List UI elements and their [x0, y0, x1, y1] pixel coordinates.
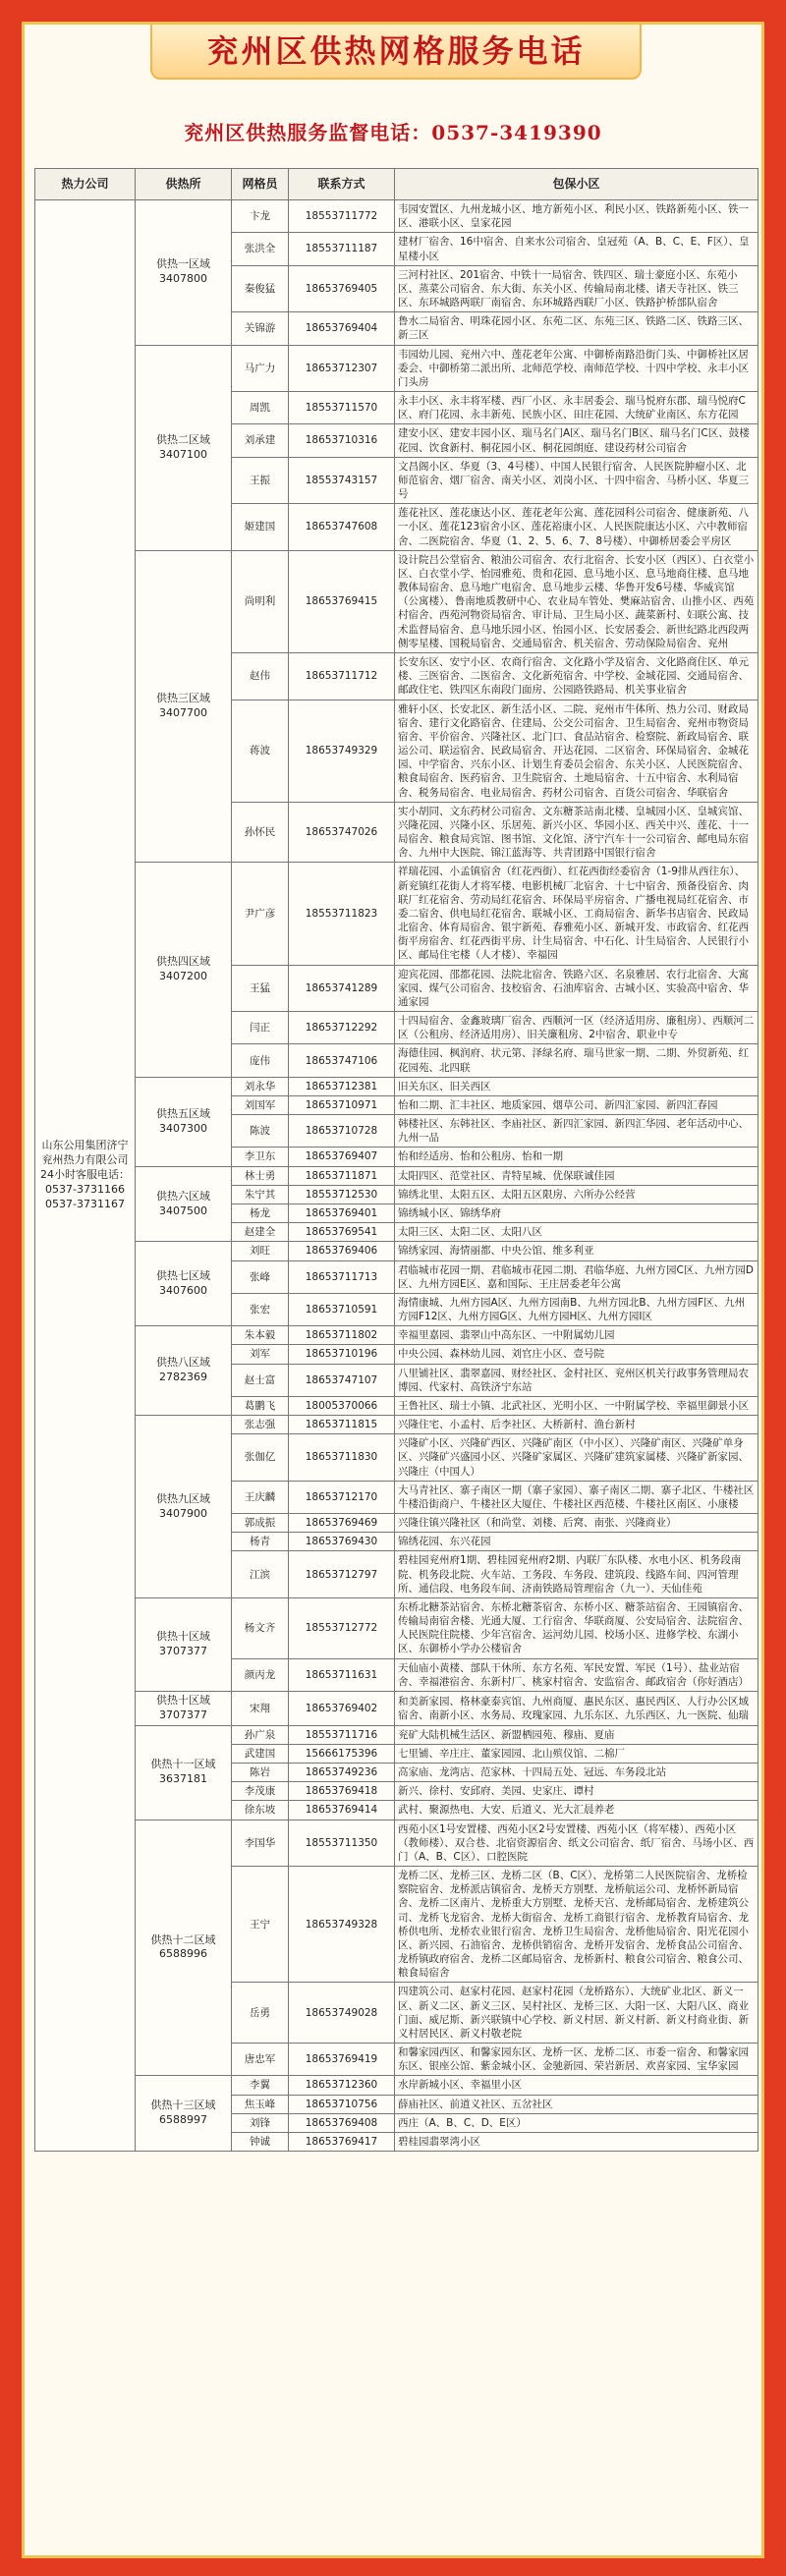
grid-member-cell: 杨青	[232, 1533, 289, 1551]
covered-communities-cell: 文昌阁小区、华夏（3、4号楼）、中国人民银行宿舍、人民医院肿瘤小区、北师范宿舍、烟厂宿舍、南关小区、刘岗小区、十四中宿舍、马桥小区、华夏三号	[395, 457, 758, 504]
grid-member-cell: 陈波	[232, 1115, 289, 1148]
station-cell: 供热四区域 3407200	[136, 863, 232, 1077]
covered-communities-cell: 锦绣花园、东兴花园	[395, 1533, 758, 1551]
grid-member-cell: 焦玉峰	[232, 2095, 289, 2113]
phone-cell: 18653741289	[289, 965, 395, 1012]
station-cell: 供热三区域 3407700	[136, 550, 232, 863]
covered-communities-cell: 莲花社区、莲花康达小区、莲花老年公寓、莲花园科公司宿舍、健康新苑、八一小区、莲花123宿舍小区、莲花裕康小区、人民医院康达小区、六中教师宿舍、二医院宿舍、华夏（1、2、5、6、7、8号楼）、中御桥居委会平房区	[395, 504, 758, 551]
station-cell: 供热六区域 3407500	[136, 1166, 232, 1242]
header-contact: 联系方式	[289, 169, 395, 200]
table-row	[35, 550, 758, 652]
phone-cell: 15666175396	[289, 1744, 395, 1763]
grid-member-cell: 李翼	[232, 2076, 289, 2095]
table-header-row	[35, 169, 758, 200]
covered-communities-cell: 和馨家园西区、和馨家园东区、龙桥一区、龙桥二区、市委一宿舍、和馨家园东区、银座公馆、紫金城小区、金驰新园、荣岩新居、欢喜家园、宝华家园	[395, 2044, 758, 2076]
phone-cell: 18553711350	[289, 1820, 395, 1867]
phone-cell: 18553711716	[289, 1725, 395, 1744]
grid-member-cell: 秦俊猛	[232, 265, 289, 312]
table-row	[35, 1597, 758, 1658]
phone-cell: 18653769414	[289, 1801, 395, 1820]
grid-member-cell: 王猛	[232, 965, 289, 1012]
phone-cell: 18653769541	[289, 1223, 395, 1242]
phone-cell: 18653711815	[289, 1416, 395, 1434]
phone-cell: 18553712772	[289, 1597, 395, 1658]
covered-communities-cell: 薛庙社区、前道义社区、五岔社区	[395, 2095, 758, 2113]
grid-member-cell: 马广力	[232, 345, 289, 392]
grid-member-cell: 武建国	[232, 1744, 289, 1763]
header-grid-member: 网格员	[232, 169, 289, 200]
table-row	[35, 345, 758, 392]
grid-member-cell: 姬建国	[232, 504, 289, 551]
grid-member-cell: 李国华	[232, 1820, 289, 1867]
station-cell: 供热八区域 2782369	[136, 1326, 232, 1416]
covered-communities-cell: 七里铺、辛庄庄、董家园园、北山殡仪馆、二棉厂	[395, 1744, 758, 1763]
covered-communities-cell: 兴隆住宅、小孟村、后李社区、大桥新村、渔台新村	[395, 1416, 758, 1434]
grid-member-cell: 林士勇	[232, 1166, 289, 1185]
phone-cell: 18553743157	[289, 457, 395, 504]
grid-member-cell: 尹广彦	[232, 863, 289, 965]
grid-member-cell: 关锦游	[232, 312, 289, 345]
phone-cell: 18653769419	[289, 2044, 395, 2076]
covered-communities-cell: 大马青社区、寨子南区一期（寨子家园）、寨子南区二期、寨子北区、牛楼社区牛楼沿街商户、牛楼社区大厦住、牛楼社区西范楼、牛楼社区南区、小康楼	[395, 1481, 758, 1513]
phone-cell: 18653769402	[289, 1691, 395, 1725]
covered-communities-cell: 君临城市花园一期、君临城市花园二期、君临华庭、九州方园C区、九州方园D区、九州方园E区、嘉和国际、王庄居委老年公寓	[395, 1260, 758, 1293]
covered-communities-cell: 怡和二期、汇丰社区、地质家园、烟草公司、新四汇家园、新四汇春园	[395, 1095, 758, 1114]
grid-member-cell: 刘国军	[232, 1095, 289, 1114]
covered-communities-cell: 兴隆矿小区、兴隆矿西区、兴隆矿南区（中小区）、兴隆矿南区、兴隆矿单身区、兴隆矿兴盛园小区、兴隆矿家属区、兴隆矿建筑家属楼、兴隆矿新家园、兴隆庄（中国人）	[395, 1434, 758, 1482]
phone-cell: 18553711570	[289, 392, 395, 424]
phone-cell: 18653769415	[289, 550, 395, 652]
phone-cell: 18653711712	[289, 652, 395, 700]
station-cell: 供热二区域 3407100	[136, 345, 232, 550]
phone-cell: 18653769405	[289, 265, 395, 312]
covered-communities-cell: 高家庙、龙湾店、范家林、十四局五处、冠远、车务段北站	[395, 1764, 758, 1782]
phone-cell: 18653711871	[289, 1166, 395, 1185]
covered-communities-cell: 韩楼社区、东韩社区、李庙社区、新四汇家园、新四汇华园、老年活动中心、九州一品	[395, 1115, 758, 1148]
covered-communities-cell: 太阳四区、范堂社区、青特星城、优保联诚佳园	[395, 1166, 758, 1185]
phone-cell: 18553711187	[289, 233, 395, 265]
phone-cell: 18653769407	[289, 1148, 395, 1166]
table-row	[35, 1242, 758, 1260]
covered-communities-cell: 设计院吕公堂宿舍、粮油公司宿舍、农行北宿舍、长安小区（西区）、白衣堂小区、白衣堂小学、怡园雅苑、贵和花园、息马地小区、息马地商住楼、息马地教体局宿舍、息马地广电宿舍、息马地步云楼、华鲁开发6号楼、华威宾馆（公寓楼）、鲁南地质教研中心、农业局车管处、樊麻站宿舍、山推小区、西苑村宿舍、西苑河物资局宿舍、审计局、卫生局小区、蔬菜新村、妇联公寓、技术监督局宿舍、息马地乐园小区、怡园小区、长安居委会、新世纪路北西段两侧零星楼、国税局宿舍、交通局宿舍、机关宿舍、劳动保险局宿舍、兖州	[395, 550, 758, 652]
table-row	[35, 1691, 758, 1725]
covered-communities-cell: 龙桥二区、龙桥三区、龙桥二区（B、C区）、龙桥第二人民医院宿舍、龙桥检察院宿舍、龙桥派店镇宿舍、龙桥天方别墅、龙桥航运公司、龙桥怀新局宿舍、龙桥二区南片、龙桥重大方别墅、龙桥天宫、龙桥邮局宿舍、龙桥建筑公司、龙桥飞龙宿舍、龙桥大街宿舍、龙桥工商银行宿舍、龙桥教育局宿舍、龙桥供电所、龙桥农业银行宿舍、龙桥卫生局宿舍、龙桥他局宿舍、阳光花园小区、新兴园、石油宿舍、龙桥供销宿舍、龙桥开发宿舍、龙桥食品公司宿舍、龙桥镇政府宿舍、龙桥二区邮局宿舍、龙桥新村、粮食公司宿舍、粮食公司、粮食局宿舍	[395, 1867, 758, 1983]
supervision-hotline: 兖州区供热服务监督电话：0537-3419390	[184, 121, 602, 144]
table-row	[35, 1416, 758, 1434]
grid-member-cell: 尚明利	[232, 550, 289, 652]
phone-cell: 18653769408	[289, 2113, 395, 2132]
grid-member-cell: 刘永华	[232, 1077, 289, 1095]
covered-communities-cell: 新兴、徐村、安邱府、美园、史家庄、谭村	[395, 1782, 758, 1801]
station-cell: 供热五区域 3407300	[136, 1077, 232, 1166]
phone-cell: 18653747026	[289, 802, 395, 863]
covered-communities-cell: 东桥北糖茶站宿舍、东桥北糖茶宿舍、东桥小区、糖茶站宿舍、王园镇宿舍、传输局南宿舍楼、光通大厦、工行宿舍、华联商厦、公安局宿舍、法院宿舍、人民医院住院楼、少年宫宿舍、运河幼儿园、校场小区、进修学校、东湖小区、东御桥小学办公楼宿舍	[395, 1597, 758, 1658]
table-body	[35, 200, 758, 2152]
grid-member-cell: 赵建全	[232, 1223, 289, 1242]
covered-communities-cell: 太阳三区、太阳二区、太阳八区	[395, 1223, 758, 1242]
station-cell: 供热七区域 3407600	[136, 1242, 232, 1326]
grid-member-cell: 刘旺	[232, 1242, 289, 1260]
grid-member-cell: 孙广泉	[232, 1725, 289, 1744]
page-sheet	[22, 22, 764, 2558]
table-row	[35, 200, 758, 233]
phone-cell: 18653769418	[289, 1782, 395, 1801]
covered-communities-cell: 武村、聚源热电、大安、后道义、光大汇晨养老	[395, 1801, 758, 1820]
covered-communities-cell: 兖矿大陆机械生活区、新盟栖园苑、穆庙、夏庙	[395, 1725, 758, 1744]
grid-member-cell: 钟诚	[232, 2132, 289, 2151]
phone-cell: 18653769417	[289, 2132, 395, 2151]
covered-communities-cell: 建安小区、建安丰园小区、瑞马名门A区、瑞马名门B区、瑞马名门C区、鼓楼花园、饮食新村、桐花园小区、桐花园朗庭、建设药材公司宿舍	[395, 424, 758, 457]
grid-member-cell: 孙怀民	[232, 802, 289, 863]
phone-cell: 18653769430	[289, 1533, 395, 1551]
covered-communities-cell: 西庄（A、B、C、D、E区）	[395, 2113, 758, 2132]
covered-communities-cell: 三河村社区、201宿舍、中铁十一局宿舍、铁四区、瑞士豪庭小区、东苑小区、蒸菜公司宿舍、东大街、东关小区、传输局南北楼、诸天寺社区、铁三区、东环城路两联厂南宿舍、东环城路西联厂小区、铁路护桥部队宿舍	[395, 265, 758, 312]
covered-communities-cell: 韦园安置区、九州龙城小区、地方新苑小区、利民小区、铁路新苑小区、铁一区、港联小区、皇家花园	[395, 200, 758, 233]
table-row	[35, 863, 758, 965]
grid-member-cell: 唐忠军	[232, 2044, 289, 2076]
covered-communities-cell: 鲁水二局宿舍、明珠花园小区、东苑二区、东苑三区、铁路二区、铁路三区、新三区	[395, 312, 758, 345]
grid-member-cell: 杨龙	[232, 1204, 289, 1223]
phone-cell: 18653747106	[289, 1044, 395, 1077]
covered-communities-cell: 八里铺社区、翡翠嘉园、财经社区、金村社区、兖州区机关行政事务管理局农博园、代家村、高铁济宁东站	[395, 1364, 758, 1396]
grid-member-cell: 王振	[232, 457, 289, 504]
grid-member-cell: 郭成振	[232, 1514, 289, 1533]
grid-member-cell: 张峰	[232, 1260, 289, 1293]
grid-member-cell: 刘承建	[232, 424, 289, 457]
grid-member-cell: 江滨	[232, 1551, 289, 1598]
table-row	[35, 1326, 758, 1345]
table-row	[35, 1077, 758, 1095]
table-row	[35, 1820, 758, 1867]
covered-communities-cell: 怡和经适房、怡和公租房、怡和一期	[395, 1148, 758, 1166]
header-station: 供热所	[136, 169, 232, 200]
table-row	[35, 1166, 758, 1185]
phone-cell: 18653769401	[289, 1204, 395, 1223]
phone-cell: 18653712292	[289, 1012, 395, 1044]
phone-cell: 18653747107	[289, 1364, 395, 1396]
covered-communities-cell: 祥瑞花园、小孟镇宿舍（红花西街）、红花西街经委宿舍（1-9排从西往东）、新兖镇红花街人才将军楼、电影机械厂北宿舍、十七中宿舍、预备役宿舍、肉联厂红花宿舍、劳动局红花宿舍、环保局平房宿舍、广播电视局红花宿舍、市委二宿舍、供电局红花宿舍、联城小区、工商局宿舍、新华书店宿舍、民政局北宿舍、体育局宿舍、银宇新苑、春雅苑小区、新城开发、市政宿舍、红花西街平房宿舍、红花西街平房、计生局宿舍、中石化、计生局宿舍、人民银行小区、邮局住宅楼（人才楼）、幸福园	[395, 863, 758, 965]
covered-communities-cell: 幸福里嘉园、翡翠山中高东区、一中附属幼儿园	[395, 1326, 758, 1345]
covered-communities-cell: 水岸新城小区、幸福里小区	[395, 2076, 758, 2095]
grid-member-cell: 赵伟	[232, 652, 289, 700]
grid-member-cell: 卞龙	[232, 200, 289, 233]
station-cell: 供热九区域 3407900	[136, 1416, 232, 1598]
covered-communities-cell: 永丰小区、永丰将军楼、西厂小区、永丰居委会、瑞马悦府东郡、瑞马悦府C区、府门花园、永丰新苑、民族小区、田庄花园、大统矿业南区、东方花园	[395, 392, 758, 424]
phone-cell: 18653711830	[289, 1434, 395, 1482]
page-title: 兖州区供热网格服务电话	[206, 32, 586, 70]
grid-member-cell: 王庆麟	[232, 1481, 289, 1513]
phone-cell: 18005370066	[289, 1396, 395, 1415]
grid-member-cell: 岳勇	[232, 1983, 289, 2044]
grid-service-table	[34, 168, 758, 2152]
phone-cell: 18653769469	[289, 1514, 395, 1533]
grid-member-cell: 宋翔	[232, 1691, 289, 1725]
grid-member-cell: 张伽亿	[232, 1434, 289, 1482]
station-cell: 供热一区域 3407800	[136, 200, 232, 346]
phone-cell: 18653712307	[289, 345, 395, 392]
covered-communities-cell: 海德佳园、枫润府、状元第、泽绿名府、瑞马世家一期、二期、外贸新苑、红花园苑、北四联	[395, 1044, 758, 1077]
grid-member-cell: 颜丙龙	[232, 1658, 289, 1691]
phone-cell: 18653749028	[289, 1983, 395, 2044]
grid-member-cell: 徐东坡	[232, 1801, 289, 1820]
grid-member-cell: 周凯	[232, 392, 289, 424]
grid-member-cell: 李卫东	[232, 1148, 289, 1166]
phone-cell: 18653712381	[289, 1077, 395, 1095]
covered-communities-cell: 锦绣城小区、锦绣华府	[395, 1204, 758, 1223]
phone-cell: 18553711823	[289, 863, 395, 965]
phone-cell: 18653749328	[289, 1867, 395, 1983]
phone-cell: 18653747608	[289, 504, 395, 551]
phone-cell: 18653710756	[289, 2095, 395, 2113]
grid-member-cell: 张志强	[232, 1416, 289, 1434]
station-cell: 供热十一区域 3637181	[136, 1725, 232, 1820]
grid-member-cell: 李茂康	[232, 1782, 289, 1801]
covered-communities-cell: 海情康城、九州方园A区、九州方园南B、九州方园北B、九州方园F区、九州方园F12区、九州方园G区、九州方园H区、九州方园I区	[395, 1293, 758, 1325]
grid-member-cell: 张宏	[232, 1293, 289, 1325]
phone-cell: 18653711802	[289, 1326, 395, 1345]
phone-cell: 18653749329	[289, 700, 395, 802]
phone-cell: 18653712797	[289, 1551, 395, 1598]
covered-communities-cell: 雅轩小区、长安北区、新生活小区、二院、兖州市牛体所、热力公司、财政局宿舍、建行文化路宿舍、住建局、公交公司宿舍、卫生局宿舍、兖州市物资局宿舍、平价宿舍、兴隆社区、北门口、食品站宿舍、检察院、新政局宿舍、联运公司、联运宿舍、民政局宿舍、开达花园、二区宿舍、环保局宿舍、金城花园、中学宿舍、兴东小区、计划生育委员会宿舍、东关小区、人民医院宿舍、粮食局宿舍、医药宿舍、卫生院宿舍、土地局宿舍、十五中宿舍、水利局宿舍、税务局宿舍、电业局宿舍、药材公司宿舍、百货公司宿舍、华联宿舍	[395, 700, 758, 802]
covered-communities-cell: 十四局宿舍、金鑫玻璃厂宿舍、西顺河一区（经济适用房、廉租房）、西顺河二区（公租房、经济适用房）、旧关廉租房、2中宿舍、职业中专	[395, 1012, 758, 1044]
station-cell: 供热十二区域 6588996	[136, 1820, 232, 2076]
covered-communities-cell: 迎宾花园、邵都花园、法院北宿舍、铁路六区、名泉雅居、农行北宿舍、大寓家园、煤气公司宿舍、技校宿舍、石油库宿舍、古城小区、实验高中宿舍、华通家园	[395, 965, 758, 1012]
phone-cell: 18553711772	[289, 200, 395, 233]
grid-member-cell: 张洪全	[232, 233, 289, 265]
covered-communities-cell: 建材厂宿舍、16中宿舍、自来水公司宿舍、皇冠苑（A、B、C、E、F区）、皇星楼小区	[395, 233, 758, 265]
covered-communities-cell: 和美新家园、格林豪泰宾馆、九州商厦、惠民东区、惠民西区、人行办公区域宿舍、南新小区、水务局、玫瑰家园、九乐东区、九乐西区、九一医院、仙瑞	[395, 1691, 758, 1725]
covered-communities-cell: 旧关东区、旧关西区	[395, 1077, 758, 1095]
phone-cell: 18653710971	[289, 1095, 395, 1114]
grid-member-cell: 朱本毅	[232, 1326, 289, 1345]
grid-member-cell: 庞伟	[232, 1044, 289, 1077]
grid-member-cell: 蒋波	[232, 700, 289, 802]
header-covered-communities: 包保小区	[395, 169, 758, 200]
table-row	[35, 1725, 758, 1744]
phone-cell: 18553712530	[289, 1185, 395, 1204]
grid-member-cell: 陈岩	[232, 1764, 289, 1782]
covered-communities-cell: 王鲁社区、瑞士小镇、北武社区、光明小区、一中附属学校、幸福里御景小区	[395, 1396, 758, 1415]
grid-member-cell: 刘军	[232, 1345, 289, 1364]
station-cell: 供热十区域 3707377	[136, 1597, 232, 1691]
covered-communities-cell: 韦园幼儿园、兖州六中、莲花老年公寓、中御桥南路沿街门头、中御桥社区居委会、中御桥第二派出所、北师范学校、南师范学校、十四中学校、永丰小区门头房	[395, 345, 758, 392]
covered-communities-cell: 锦绣北里、太阳五区、太阳五区限房、六所办公经营	[395, 1185, 758, 1204]
covered-communities-cell: 长安东区、安宁小区、农商行宿舍、文化路小学及宿舍、文化路商住区、单元楼、三医宿舍、二医宿舍、文化新苑宿舍、中学校、金城花园、交通局宿舍、邮政住宅、铁四区东南段门面房、公园路铁路局、机关事业宿舍	[395, 652, 758, 700]
grid-member-cell: 赵士富	[232, 1364, 289, 1396]
grid-member-cell: 王宁	[232, 1867, 289, 1983]
grid-member-cell: 闫正	[232, 1012, 289, 1044]
title-banner	[150, 22, 642, 80]
station-cell: 供热十三区域 6588997	[136, 2076, 232, 2152]
phone-cell: 18653710591	[289, 1293, 395, 1325]
covered-communities-cell: 天仙庙小黄楼、部队干休所、东方名苑、军民安置、军民（1号）、盐业站宿舍、幸福港宿舍、东新村厂、桃家村宿舍、安监宿舍、邮政宿舍（你好酒店）	[395, 1658, 758, 1691]
phone-cell: 18653710728	[289, 1115, 395, 1148]
grid-member-cell: 葛鹏飞	[232, 1396, 289, 1415]
phone-cell: 18653710316	[289, 424, 395, 457]
table-row	[35, 2076, 758, 2095]
covered-communities-cell: 西苑小区1号安置楼、西苑小区2号安置楼、西苑小区（将军楼）、西苑小区（教师楼）、双合巷、北宿资源宿舍、纸文公司宿舍、纸厂宿舍、马场小区、西门（A、B、C区）、口腔医院	[395, 1820, 758, 1867]
phone-cell: 18653769404	[289, 312, 395, 345]
phone-cell: 18653712360	[289, 2076, 395, 2095]
phone-cell: 18653749236	[289, 1764, 395, 1782]
covered-communities-cell: 中央公园、森林幼儿园、刘官庄小区、壹号院	[395, 1345, 758, 1364]
covered-communities-cell: 四建筑公司、赵家村花园、赵家村花园（龙桥路东）、大统矿业北区、新义一区、新义二区、新义三区、吴村社区、龙桥三区、大阳一区、大阳八区、商业门面、威尼斯、新兴联镇中心学校、新义村居、新义村新、新义村商业街、新义村居民区、新义村敬老院	[395, 1983, 758, 2044]
phone-cell: 18653711713	[289, 1260, 395, 1293]
station-cell: 供热十区域 3707377	[136, 1691, 232, 1725]
grid-member-cell: 朱宁其	[232, 1185, 289, 1204]
covered-communities-cell: 锦绣家园、海情丽都、中央公馆、维多利亚	[395, 1242, 758, 1260]
phone-cell: 18653711631	[289, 1658, 395, 1691]
header-company: 热力公司	[35, 169, 136, 200]
company-cell: 山东公用集团济宁兖州热力有限公司24小时客服电话：0537-3731166 0537-3731167	[35, 200, 136, 2152]
phone-cell: 18653712170	[289, 1481, 395, 1513]
grid-member-cell: 刘锋	[232, 2113, 289, 2132]
covered-communities-cell: 碧桂园翡翠湾小区	[395, 2132, 758, 2151]
phone-cell: 18653769406	[289, 1242, 395, 1260]
covered-communities-cell: 碧桂园兖州府1期、碧桂园兖州府2期、内联厂东队楼、水电小区、机务段南院、机务段北院、火车站、工务段、车务段、建筑段、线路车间、四河管理所、通信段、电务段车间、济南铁路局管理宿舍（九一）、天仙佳苑	[395, 1551, 758, 1598]
covered-communities-cell: 兴隆住镇兴隆社区（和尚堂、刘楼、后窝、南张、兴隆商业）	[395, 1514, 758, 1533]
phone-cell: 18653710196	[289, 1345, 395, 1364]
grid-member-cell: 杨文齐	[232, 1597, 289, 1658]
covered-communities-cell: 实小胡同、文东药材公司宿舍、文东糖茶站南北楼、皇城园小区、皇城宾馆、兴隆花园、兴隆小区、乐居苑、新兴小区、华园小区、西关中兴、莲花、十一局宿舍、粮食局宾馆、图书馆、文化馆、济宁汽车十一公司宿舍、邮电局东宿舍、九州中大医院、锦江蓝海等、共青团路中国银行宿舍	[395, 802, 758, 863]
